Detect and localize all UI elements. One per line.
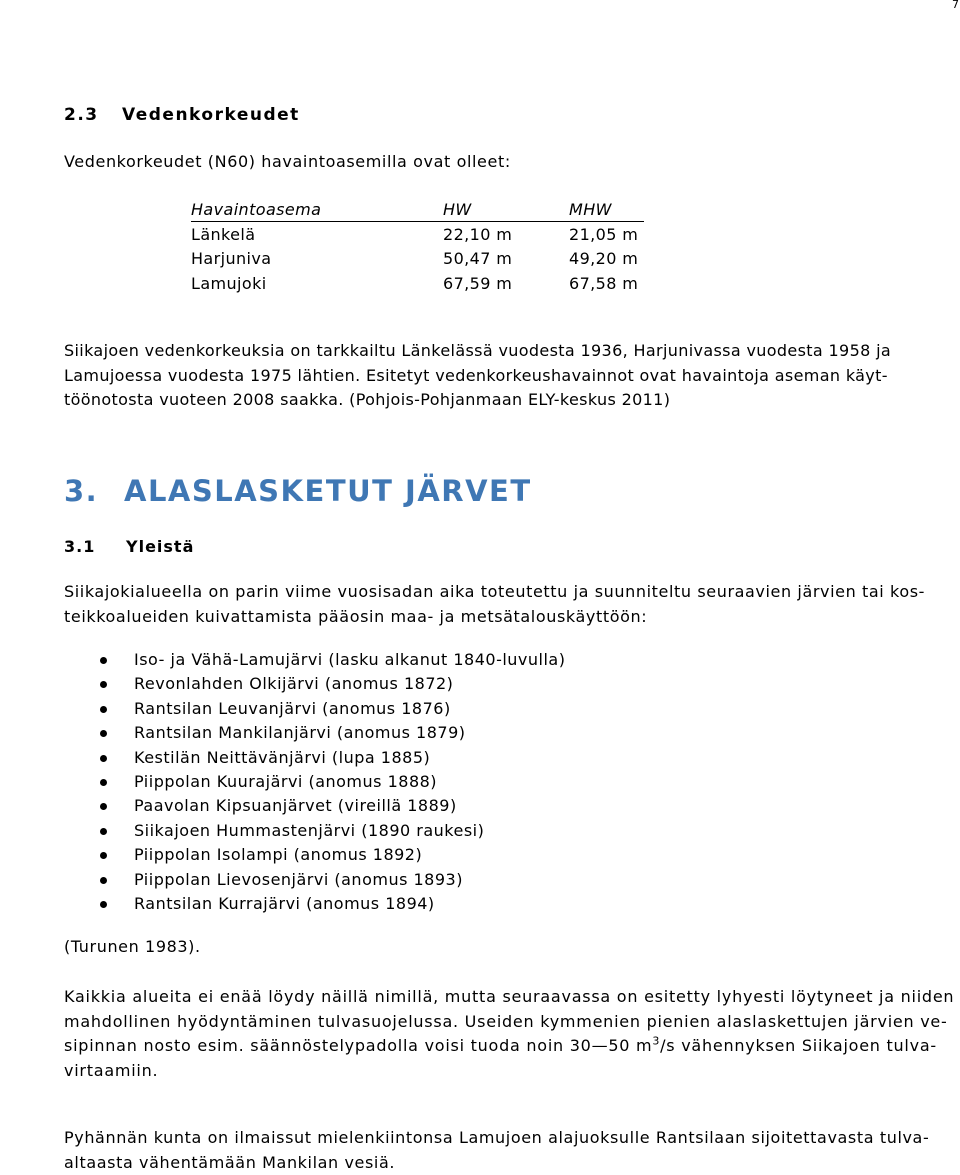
column-header-mhw: MHW	[569, 198, 644, 222]
table-row	[191, 222, 644, 247]
list-item-text: Piippolan Lievosenjärvi (anomus 1893)	[134, 869, 463, 889]
list-item	[64, 819, 565, 843]
section-number: 3.1	[64, 537, 96, 556]
section-heading-3-1	[64, 537, 194, 556]
table-cell-mhw: 49,20 m	[569, 249, 639, 269]
list-item	[64, 794, 565, 818]
list-item-text: Siikajoen Hummastenjärvi (1890 raukesi)	[134, 820, 485, 840]
list-item-text: Revonlahden Olkijärvi (anomus 1872)	[134, 674, 454, 694]
table-cell-mhw: 21,05 m	[569, 224, 639, 244]
bullet-icon	[100, 803, 107, 810]
citation: (Turunen 1983).	[64, 937, 201, 956]
bullet-icon	[100, 828, 107, 835]
bullet-icon	[100, 706, 107, 713]
intro-text: Vedenkorkeudet (N60) havaintoasemilla ovat olleet:	[64, 152, 511, 171]
bullet-icon	[100, 657, 107, 664]
list-item-text: Kestilän Neittävänjärvi (lupa 1885)	[134, 747, 431, 767]
list-item	[64, 892, 565, 916]
table-cell-hw: 50,47 m	[443, 249, 513, 269]
water-level-table	[191, 198, 644, 296]
table-cell-station: Harjuniva	[191, 249, 272, 269]
list-item	[64, 868, 565, 892]
section-title: Yleistä	[126, 537, 195, 556]
table-cell-mhw: 67,58 m	[569, 273, 639, 293]
table-row	[191, 271, 644, 296]
bullet-icon	[100, 877, 107, 884]
bullet-icon	[100, 852, 107, 859]
table-cell-station: Lamujoki	[191, 273, 267, 293]
paragraph-water-levels: Siikajoen vedenkorkeuksia on tarkkailtu Länkelässä vuodesta 1936, Harjunivassa vuodesta 1958 ja Lamujoessa vuodesta 1975 lähtien. Esitetyt vedenkorkeushavainnot ovat havaintoja aseman käyttöönotosta vuoteen 2008 saakka. (Pohjois-Pohjanmaan ELY-keskus 2011)	[64, 341, 892, 409]
list-item-text: Iso- ja Vähä-Lamujärvi (lasku alkanut 1840-luvulla)	[134, 650, 566, 669]
list-item	[64, 770, 565, 794]
list-item	[64, 672, 565, 696]
section-title: Vedenkorkeudet	[122, 105, 300, 125]
paragraph-drained-lakes-intro: Siikajokialueella on parin viime vuosisadan aika toteutettu ja suunniteltu seuraavien järvien tai kosteikkoalueiden kuivattamista pääosin maa- ja metsätalouskäyttöön:	[64, 582, 925, 626]
list-item	[64, 843, 565, 867]
bullet-icon	[100, 901, 107, 908]
list-item	[64, 697, 565, 721]
column-header-station: Havaintoasema	[191, 198, 443, 222]
bullet-icon	[100, 779, 107, 786]
page-number: 7	[952, 0, 959, 11]
section-title: ALASLASKETUT JÄRVET	[124, 474, 532, 508]
lake-list	[64, 648, 565, 916]
list-item-text: Rantsilan Mankilanjärvi (anomus 1879)	[134, 723, 466, 743]
table-row	[191, 247, 644, 272]
list-item	[64, 721, 565, 745]
table-cell-hw: 67,59 m	[443, 273, 513, 293]
table-header-row	[191, 198, 644, 222]
paragraph-flood-protection	[64, 985, 959, 1083]
bullet-icon	[100, 681, 107, 688]
bullet-icon	[100, 730, 107, 737]
table-cell-hw: 22,10 m	[443, 224, 513, 244]
section-heading-3	[64, 474, 532, 508]
list-item-text: Piippolan Isolampi (anomus 1892)	[134, 845, 423, 865]
column-header-hw: HW	[443, 198, 569, 222]
list-item-text: Rantsilan Leuvanjärvi (anomus 1876)	[134, 698, 451, 718]
section-heading-2-3	[64, 105, 300, 125]
list-item	[64, 648, 565, 672]
list-item-text: Rantsilan Kurrajärvi (anomus 1894)	[134, 893, 435, 913]
list-item	[64, 746, 565, 770]
paragraph-pyhanta: Pyhännän kunta on ilmaissut mielenkiintonsa Lamujoen alajuoksulle Rantsilaan sijoitettavasta tulvaaltaasta vähentämään Mankilan vesiä.	[64, 1128, 929, 1172]
paragraph-text-continued: /s vähennyksen Siikajoen tulvavirtaamiin.	[64, 1036, 937, 1080]
bullet-icon	[100, 755, 107, 762]
section-number: 3.	[64, 474, 99, 508]
table-cell-station: Länkelä	[191, 224, 256, 244]
section-number: 2.3	[64, 105, 99, 125]
paragraph-text: Kaikkia alueita ei enää löydy näillä nimillä, mutta seuraavassa on esitetty lyhyesti löytyneet ja niiden mahdollinen hyödyntäminen tulvasuojelussa. Useiden kymmenien pienien alaslaskettujen järvien vesipinnan nosto esim. säännöstelypadolla voisi tuoda noin 30—50 m	[64, 987, 955, 1055]
list-item-text: Paavolan Kipsuanjärvet (vireillä 1889)	[134, 796, 457, 816]
list-item-text: Piippolan Kuurajärvi (anomus 1888)	[134, 771, 438, 791]
superscript: 3	[652, 1034, 661, 1048]
